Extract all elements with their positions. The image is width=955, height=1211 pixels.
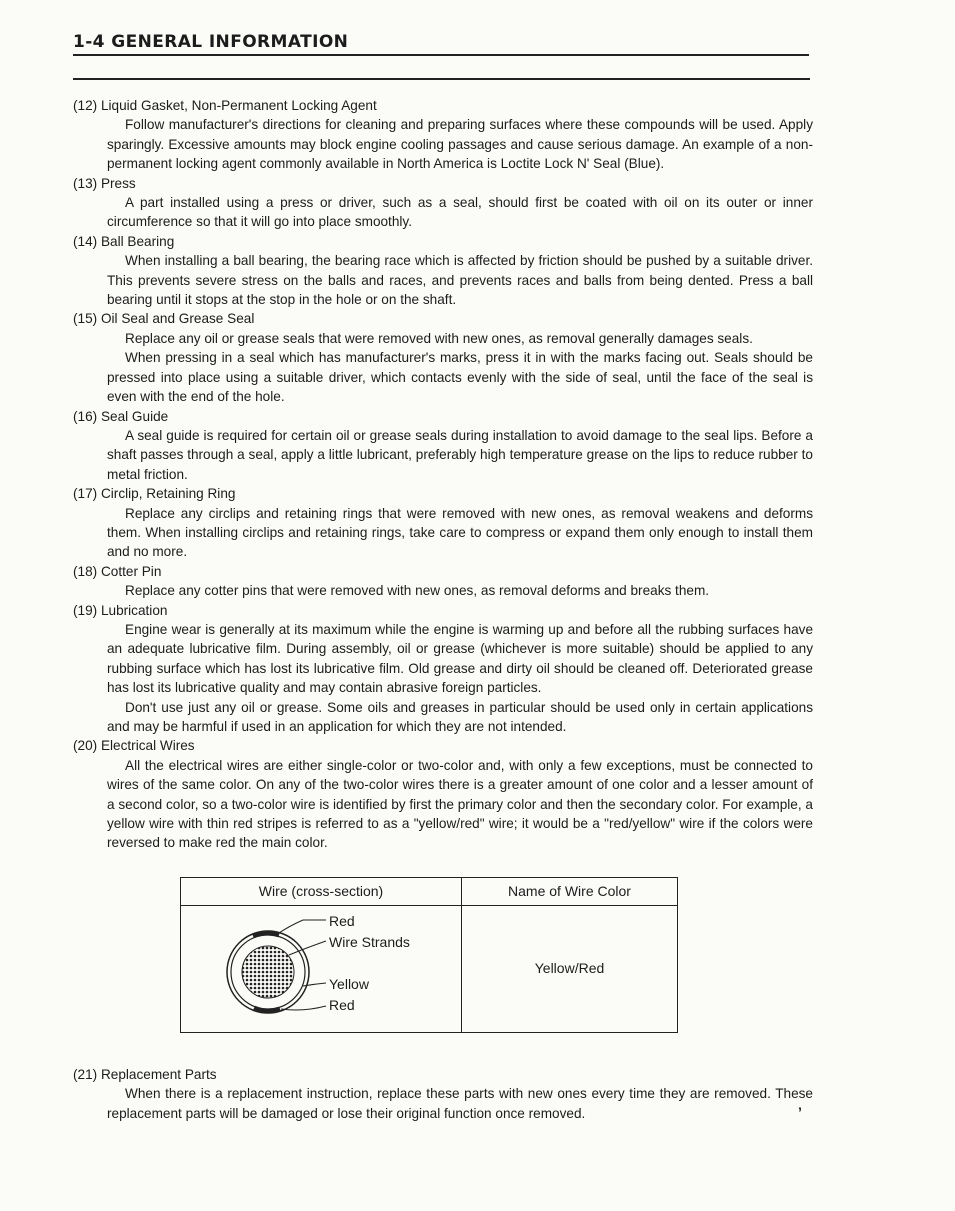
wire-color-name-header: Name of Wire Color	[462, 877, 678, 905]
page-header-title: 1-4 GENERAL INFORMATION	[73, 32, 349, 52]
section-paragraph: Follow manufacturer's directions for cleaning and preparing surfaces where these compounds will be used. Apply sparingly. Excessive amounts may block engine cooling passages and cause serious damage. An example of a non-permanent locking agent commonly available in North America is Loctite Lock N' Seal (Blue).	[107, 117, 813, 172]
section-paragraph: Replace any oil or grease seals that were removed with new ones, as removal generally damages seals.	[125, 330, 753, 346]
section	[73, 96, 813, 174]
section-paragraph: Replace any circlips and retaining rings that were removed with new ones, as removal weakens and deforms them. When installing circlips and retaining rings, take care to compress or expand them only enough to install them and no more.	[107, 505, 813, 560]
sections-group-a	[73, 96, 813, 853]
sections-group-b	[73, 1065, 813, 1123]
wire-color-name-cell: Yellow/Red	[462, 905, 678, 1032]
section-paragraph: When pressing in a seal which has manufacturer's marks, press it in with the marks facing out. Seals should be pressed into place using a suitable driver, which contacts evenly with the side of seal, until the face of the seal is even with the end of the hole.	[107, 350, 813, 405]
section-body	[73, 426, 813, 484]
section-paragraph: Engine wear is generally at its maximum while the engine is warming up and before all the rubbing surfaces have an adequate lubricative film. During assembly, oil or grease (whichever is more suitable) should be applied to any rubbing surface which has lost its lubricative film. Old grease and dirty oil should be cleaned off. Deteriorated grease has lost its lubricative quality and may contain abrasive foreign particles.	[107, 621, 813, 696]
section-title: (20) Electrical Wires	[73, 738, 195, 754]
section	[73, 309, 813, 406]
section-paragraph: When there is a replacement instruction, replace these parts with new ones every time they are removed. These replacement parts will be damaged or lose their original function once removed.	[107, 1086, 813, 1121]
section-paragraph: All the electrical wires are either single-color or two-color and, with only a few exceptions, must be connected to wires of the same color. On any of the two-color wires there is a greater amount of one color and a lesser amount of a second color, so a two-color wire is identified by first the primary color and then the secondary color. For example, a yellow wire with thin red stripes is referred to as a "yellow/red" wire; it would be a "red/yellow" wire if the colors were reversed to make red the main color.	[107, 757, 813, 851]
section-body	[73, 251, 813, 309]
section-body	[73, 1084, 813, 1123]
section	[73, 232, 813, 310]
section-title: (16) Seal Guide	[73, 408, 169, 424]
section	[73, 174, 813, 232]
section-body	[73, 193, 813, 232]
label-red-bottom: Red	[329, 996, 355, 1013]
wire-diagram-cell	[181, 905, 462, 1032]
section-title: (18) Cotter Pin	[73, 563, 162, 579]
section-paragraph: Don't use just any oil or grease. Some oils and greases in particular should be used only in certain applications and may be harmful if used in an application for which they are not intended.	[107, 699, 813, 734]
leader-strands	[289, 941, 326, 955]
wire-cross-section-header: Wire (cross-section)	[181, 877, 462, 905]
section	[73, 736, 813, 852]
section	[73, 601, 813, 737]
section	[73, 1065, 813, 1123]
section-body	[73, 581, 813, 600]
wire-strands-core	[242, 946, 294, 998]
section-paragraph: Replace any cotter pins that were removed with new ones, as removal deforms and breaks them.	[125, 583, 710, 599]
label-wire-strands: Wire Strands	[329, 933, 410, 950]
leader-red-top	[276, 920, 326, 935]
wire-color-table	[180, 877, 678, 1033]
section	[73, 562, 813, 601]
section-body	[73, 115, 813, 173]
section-body	[73, 620, 813, 736]
section-paragraph: When installing a ball bearing, the bearing race which is affected by friction should be pushed by a suitable driver. This prevents severe stress on the balls and races, and prevents races and balls from being dented. Press a ball bearing until it stops at the stop in the hole or on the shaft.	[107, 253, 813, 308]
section-body	[73, 504, 813, 562]
section-title: (17) Circlip, Retaining Ring	[73, 486, 236, 502]
label-yellow: Yellow	[329, 975, 369, 992]
section-body	[73, 756, 813, 853]
document-body	[73, 96, 813, 1123]
section-body	[73, 329, 813, 407]
section-title: (21) Replacement Parts	[73, 1066, 217, 1082]
label-red-top: Red	[329, 912, 355, 929]
section	[73, 407, 813, 485]
section-title: (13) Press	[73, 175, 136, 191]
section-title: (14) Ball Bearing	[73, 233, 175, 249]
section	[73, 484, 813, 562]
header-rule-top	[73, 54, 809, 56]
section-title: (12) Liquid Gasket, Non-Permanent Locking Agent	[73, 98, 377, 113]
section-title: (15) Oil Seal and Grease Seal	[73, 311, 255, 327]
page-mark: ’	[798, 1104, 802, 1120]
section-paragraph: A seal guide is required for certain oil or grease seals during installation to avoid damage to the seal lips. Before a shaft passes through a seal, apply a little lubricant, preferably high temperature grease on the lips to reduce rubber to metal friction.	[107, 427, 813, 482]
section-title: (19) Lubrication	[73, 602, 168, 618]
wire-cross-section-diagram	[181, 906, 461, 1032]
section-paragraph: A part installed using a press or driver, such as a seal, should first be coated with oil on its outer or inner circumference so that it will go into place smoothly.	[107, 195, 813, 230]
header-rule-bottom	[73, 78, 810, 80]
